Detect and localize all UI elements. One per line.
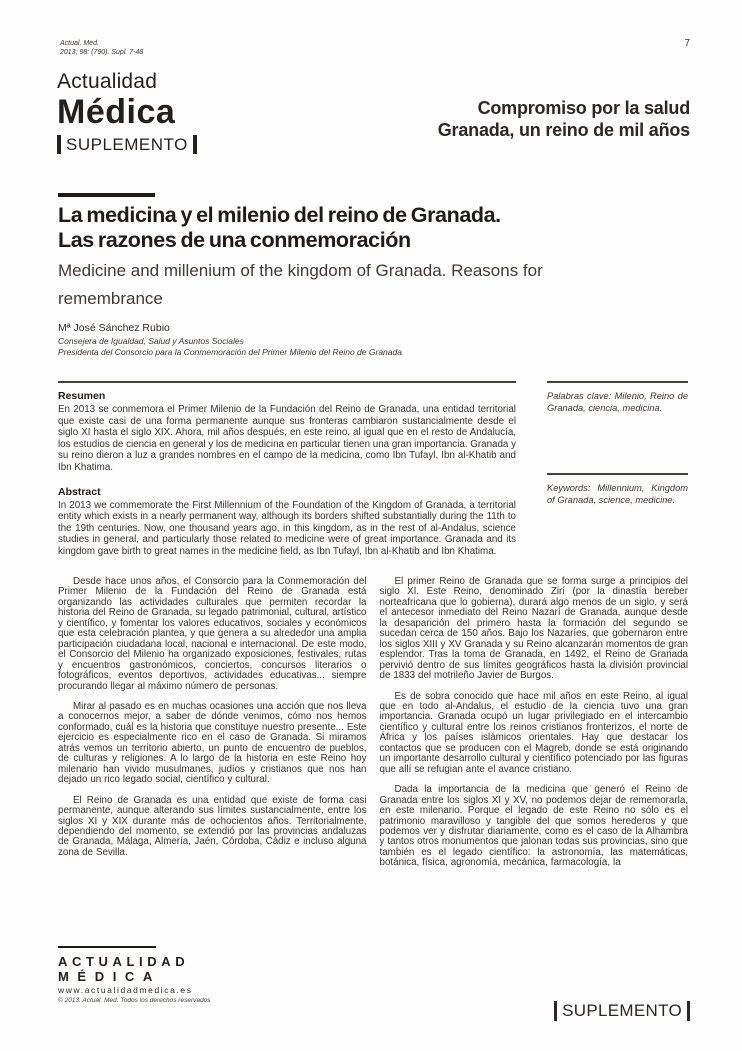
palabras-clave-text: Palabras clave: Milenio, Reino de Granada, ciencia, medicina. bbox=[547, 391, 688, 413]
article-title-es-line1: La medicina y el milenio del reino de Granada. bbox=[58, 203, 501, 227]
keywords-sidebar bbox=[547, 381, 688, 570]
keywords-block bbox=[547, 473, 688, 506]
body-paragraph: Es de sobra conocido que hace mil años en este Reino, al igual que en todo al-Andalus, el estudio de la ciencia tuvo una gran importancia. Granada ocupó un lugar privilegiado en el intercambio científico y cultural entre los reinos cristianos fronterizos, el norte de África y los países islámicos orientales. Hay que destacar los contactos que se producen con el Magreb, donde se está originando un importante desarrollo cultural y científico potenciado por las figuras que allí se refugian ante el avance cristiano. bbox=[379, 690, 688, 775]
article-title-es bbox=[58, 203, 658, 253]
abstract-main-column bbox=[58, 381, 516, 570]
footer-logo-line1: ACTUALIDAD bbox=[58, 954, 190, 969]
resumen-heading: Resumen bbox=[58, 390, 106, 402]
banner-line2: Granada, un reino de mil años bbox=[437, 120, 690, 140]
article-header bbox=[58, 203, 658, 357]
palabras-clave-block bbox=[547, 381, 688, 473]
article-title-es-line2: Las razones de una conmemoración bbox=[58, 228, 411, 252]
body-paragraph: Mirar al pasado es en muchas ocasiones una acción que nos lleva a conocernos mejor, a saber de dónde venimos, cómo nos hemos conformado, cuál es la historia que constituye nuestro presente... Este ejercicio es especialmente rico en el caso de Granada. Si miramos atrás vemos un territorio abierto, un punto de encuentro de pueblos, de culturas y religiones. A lo largo de la historia en este Reino hoy milenario han vivido musulmanes, judíos y cristianos que nos han dejado un rico legado social, científico y cultural. bbox=[58, 700, 367, 786]
footer-website: www.actualidadmedica.es bbox=[58, 985, 193, 995]
abstract-section bbox=[58, 381, 688, 570]
footer-supplement-label: SUPLEMENTO bbox=[554, 1001, 690, 1021]
journal-reference-line2: 2013; 98: (790). Supl. 7-48 bbox=[60, 48, 144, 56]
author-affiliations bbox=[58, 336, 658, 357]
abstract-heading: Abstract bbox=[58, 485, 101, 498]
body-left-column bbox=[58, 577, 367, 879]
journal-reference-line1: Actual. Med. bbox=[60, 40, 99, 47]
author-name: Mª José Sánchez Rubio bbox=[58, 322, 170, 334]
page-number: 7 bbox=[684, 38, 690, 49]
article-title-en: Medicine and millenium of the kingdom of Granada. Reasons for remembrance bbox=[58, 261, 543, 308]
supplement-banner bbox=[438, 97, 690, 141]
body-paragraph: Desde hace unos años, el Consorcio para la Conmemoración del Primer Milenio de la Fundación del Reino de Granada está organizando las actividades culturales que permiten recordar la historia del Reino de Granada, su legado patrimonial, cultural, artístico y científico, y fomentar los valores educativos, sociales y económicos que esta celebración plantea, y que genera a su alrededor una amplia participación ciudadana local, nacional e internacional. De este modo, el Consorcio del Milenio ha organizado exposiciones, festivales, rutas y encuentros gastronómicos, conciertos, concursos literarios o fotográficos, eventos deportivos, actividades educativas... siempre procurando llegar al máximo número de personas. bbox=[58, 576, 367, 692]
journal-reference bbox=[60, 40, 143, 57]
footer-logo-line2: MÉDICA bbox=[58, 969, 161, 984]
body-right-column bbox=[380, 577, 689, 879]
title-rule bbox=[58, 193, 155, 197]
footer-copyright: © 2013. Actual. Med. Todos los derechos reservados bbox=[58, 997, 211, 1004]
abstract-text: In 2013 we commemorate the First Millennium of the Foundation of the Kingdom of Granada, a territorial entity which exists in a nearly permanent way, although its borders shifted substantially during the 11th to the 19th centuries. Now, one thousand years ago, in this kingdom, as in the rest of al-Andalus, science studies in general, and particularly those related to medicine were of great importance. Granada and its kingdom gave birth to great names in the medicine field, as Ibn Tufayl, Ibn al-Khatib and Ibn Khatima. bbox=[58, 499, 516, 557]
article-body bbox=[58, 577, 688, 879]
masthead-title-line1: Actualidad bbox=[57, 70, 158, 93]
author-affiliation-1: Consejera de Igualdad, Salud y Asuntos Sociales bbox=[58, 336, 244, 346]
author-affiliation-2: Presidenta del Consorcio para la Conmemoración del Primer Milenio del Reino de Granada bbox=[58, 346, 402, 357]
body-paragraph: El primer Reino de Granada que se forma surge a principios del siglo XI. Este Reino, denominado Zirí (por la dinastía bereber norteafricana que lo gobierna), durará algo menos de un siglo, y será el antecesor inmediato del Reino Nazarí de Granada, aunque desde la desaparición del primero hasta la formación del segundo se sucedan cerca de 150 años. Bajo los Nazaríes, que gobernaron entre los siglos XIII y XV Granada y su Reino alcanzarán momentos de gran esplendor. Tras la toma de Granada, en 1492, el Reino de Granada pervivió dentro de sus límites geográficos hasta la división provincial de 1833 del motrileño Javier de Burgos. bbox=[379, 576, 688, 682]
footer-journal-logo bbox=[58, 954, 210, 1005]
banner-line1: Compromiso por la salud bbox=[477, 98, 690, 118]
masthead-supplement-label: SUPLEMENTO bbox=[57, 135, 197, 154]
body-paragraph: Dada la importancia de la medicina que generó el Reino de Granada entre los siglos XI y XV, no podemos dejar de rememorarla, en este milenario. Porque el legado de este Reino no sólo es el patrimonio maravilloso y tangible del que somos herederos y que podemos ver y disfrutar diariamente, como es el caso de la Alhambra y tantos otros monumentos que jalonan todas sus provincias, sino que también es el legado científico: la astronomía, las matemáticas, botánica, física, agronomía, mecánica, farmacología, la bbox=[379, 784, 688, 869]
footer-rule bbox=[58, 946, 156, 948]
resumen-text: En 2013 se conmemora el Primer Milenio de la Fundación del Reino de Granada, una entidad territorial que existe casi de una forma permanente aunque sus fronteras cambiaron sustancialmente desde el siglo XI hasta el siglo XIX. Ahora, mil años después, en este reino, al igual que en el resto de Andalucía, los estudios de ciencia en general y los de medicina en particular tienen una gran importancia. Granada y su reino dieron a luz a grandes nombres en el campo de la medicina, como Ibn Tufayl, Ibn al-Khatib and Ibn Khatima. bbox=[58, 404, 517, 473]
masthead-title-line2: Médica bbox=[57, 93, 176, 131]
keywords-text: Keywords: Millennium, Kingdom of Granada, science, medicine. bbox=[547, 483, 688, 505]
body-paragraph: El Reino de Granada es una entidad que existe de forma casi permanente, aunque alterando sus límites sustancialmente, entre los siglos XI y XIX durante más de ochocientos años. Territorialmente, dependiendo del momento, se extendió por las provincias andaluzas de Granada, Málaga, Almería, Jaén, Córdoba, Cádiz e incluso alguna zona de Sevilla. bbox=[58, 794, 367, 858]
journal-masthead bbox=[57, 70, 197, 155]
